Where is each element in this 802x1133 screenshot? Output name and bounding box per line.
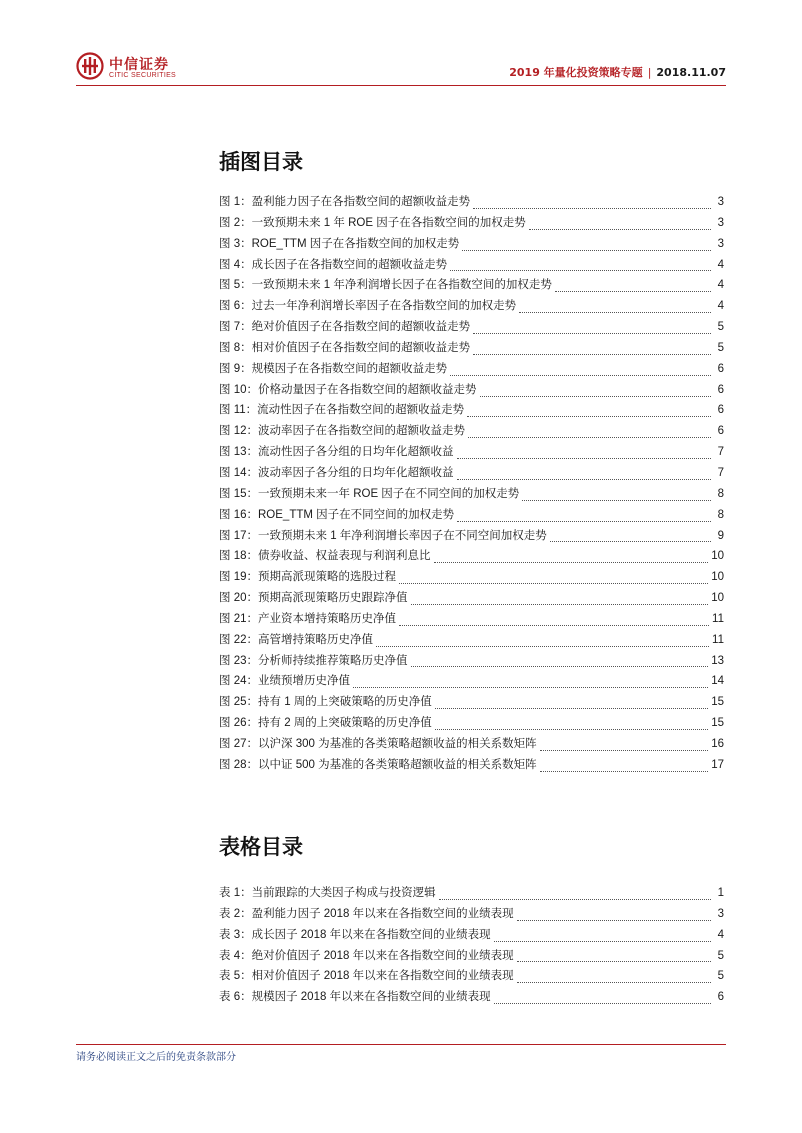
toc-leader-dots [450,270,711,271]
figure-page-number: 14 [711,675,724,688]
figure-label: 图 25： [219,696,258,709]
table-title: 规模因子 2018 年以来在各指数空间的业绩表现 [251,991,491,1004]
figure-title: 波动率因子各分组的日均年化超额收益 [258,466,454,479]
figure-toc-entry[interactable] [219,506,724,527]
figure-title: 过去一年净利润增长率因子在各指数空间的加权走势 [251,300,517,313]
figure-label: 图 17： [219,529,258,542]
figure-title: 预期高派现策略历史跟踪净值 [258,592,408,605]
figure-toc-entry[interactable] [219,631,724,652]
figure-label: 图 3： [219,237,252,250]
toc-leader-dots [411,604,709,605]
table-toc-entry[interactable] [219,947,724,968]
table-toc-entry[interactable] [219,967,724,988]
figure-toc-entry[interactable] [219,297,724,318]
figure-page-number: 10 [711,571,724,584]
figures-section-title: 插图目录 [219,150,303,174]
figure-title: 业绩预增历史净值 [258,675,350,688]
figure-toc-entry[interactable] [219,276,724,297]
figure-page-number: 4 [717,300,724,313]
toc-leader-dots [353,687,708,688]
toc-leader-dots [550,541,711,542]
figure-title: 绝对价值因子在各指数空间的超额收益走势 [251,321,471,334]
figure-title: 分析师持续推荐策略历史净值 [258,654,408,667]
toc-leader-dots [517,920,711,921]
toc-leader-dots [457,479,712,480]
figure-page-number: 3 [717,237,724,250]
figure-page-number: 6 [717,383,724,396]
logo-text-en: CITIC SECURITIES [109,72,177,79]
figure-label: 图 7： [219,321,252,334]
toc-leader-dots [411,666,709,667]
toc-leader-dots [555,291,711,292]
figure-toc-entry[interactable] [219,693,724,714]
toc-leader-dots [529,229,711,230]
figure-title: 以沪深 300 为基准的各类策略超额收益的相关系数矩阵 [258,737,537,750]
page-header [76,52,726,86]
figure-page-number: 5 [717,341,724,354]
table-title: 成长因子 2018 年以来在各指数空间的业绩表现 [251,928,491,941]
figure-label: 图 15： [219,487,258,500]
figure-toc-entry[interactable] [219,214,724,235]
figure-title: 一致预期未来一年 ROE 因子在不同空间的加权走势 [258,487,520,500]
toc-leader-dots [450,375,711,376]
figure-toc-entry[interactable] [219,360,724,381]
logo-text-cn: 中信证券 [109,57,169,73]
figure-page-number: 15 [711,717,724,730]
table-page-number: 4 [717,928,724,941]
toc-leader-dots [473,208,711,209]
figure-toc-entry[interactable] [219,589,724,610]
toc-leader-dots [434,562,709,563]
figure-label: 图 26： [219,717,258,730]
figure-label: 图 16： [219,508,258,521]
toc-leader-dots [399,583,708,584]
figure-label: 图 19： [219,571,258,584]
figure-page-number: 16 [711,737,724,750]
figure-label: 图 10： [219,383,258,396]
figure-toc-entry[interactable] [219,672,724,693]
toc-leader-dots [494,1003,711,1004]
figure-title: 价格动量因子在各指数空间的超额收益走势 [258,383,477,396]
tables-section-title: 表格目录 [219,835,303,859]
figure-title: 持有 1 周的上突破策略的历史净值 [258,696,432,709]
table-title: 相对价值因子 2018 年以来在各指数空间的业绩表现 [251,970,514,983]
figure-toc-entry[interactable] [219,422,724,443]
figure-toc-entry[interactable] [219,735,724,756]
figure-label: 图 11： [219,404,258,417]
figure-title: ROE_TTM 因子在不同空间的加权走势 [258,508,455,521]
figure-toc-entry[interactable] [219,256,724,277]
figure-title: ROE_TTM 因子在各指数空间的加权走势 [251,237,460,250]
figure-title: 债券收益、权益表现与利润利息比 [258,550,431,563]
header-separator: | [647,66,652,79]
figure-toc-entry[interactable] [219,756,724,777]
table-label: 表 2： [219,907,252,920]
figure-page-number: 9 [717,529,724,542]
toc-leader-dots [399,625,709,626]
figure-title: 规模因子在各指数空间的超额收益走势 [251,362,448,375]
toc-leader-dots [480,396,712,397]
table-page-number: 6 [717,991,724,1004]
figure-page-number: 7 [717,466,724,479]
figure-title: 成长因子在各指数空间的超额收益走势 [251,258,448,271]
figure-label: 图 18： [219,550,258,563]
figure-page-number: 4 [717,279,724,292]
figure-label: 图 13： [219,446,258,459]
toc-leader-dots [473,333,711,334]
toc-leader-dots [468,437,711,438]
figure-page-number: 15 [711,696,724,709]
figure-toc-entry[interactable] [219,318,724,339]
figure-label: 图 9： [219,362,252,375]
footer-divider [76,1044,726,1045]
figure-page-number: 10 [711,550,724,563]
table-title: 绝对价值因子 2018 年以来在各指数空间的业绩表现 [251,949,514,962]
figure-toc-entry[interactable] [219,547,724,568]
figure-title: 流动性因子在各指数空间的超额收益走势 [257,404,465,417]
figure-title: 流动性因子各分组的日均年化超额收益 [258,446,454,459]
tables-toc-list [219,884,724,1009]
figure-toc-entry[interactable] [219,381,724,402]
figure-page-number: 4 [717,258,724,271]
figure-toc-entry[interactable] [219,652,724,673]
figure-title: 预期高派现策略的选股过程 [258,571,396,584]
toc-leader-dots [457,458,712,459]
table-label: 表 3： [219,928,252,941]
toc-leader-dots [494,941,711,942]
table-page-number: 5 [717,970,724,983]
figure-page-number: 11 [712,612,724,625]
figure-page-number: 5 [717,321,724,334]
figure-toc-entry[interactable] [219,443,724,464]
citic-logo [76,52,216,86]
figure-label: 图 2： [219,216,252,229]
table-title: 当前跟踪的大类因子构成与投资逻辑 [251,887,436,899]
figure-toc-entry[interactable] [219,714,724,735]
table-label: 表 5： [219,970,252,983]
table-toc-entry[interactable] [219,905,724,926]
figures-toc-list [219,193,724,777]
figure-label: 图 6： [219,300,252,313]
table-title: 盈利能力因子 2018 年以来在各指数空间的业绩表现 [251,907,514,920]
table-page-number: 3 [717,907,724,920]
toc-leader-dots [517,982,711,983]
report-title: 2019 年量化投资策略专题 [509,66,643,79]
figure-title: 产业资本增持策略历史净值 [258,612,396,625]
figure-title: 波动率因子在各指数空间的超额收益走势 [258,425,465,438]
figure-page-number: 8 [717,487,724,500]
figure-title: 相对价值因子在各指数空间的超额收益走势 [251,341,471,354]
toc-leader-dots [439,899,711,900]
figure-page-number: 11 [712,633,724,646]
figure-title: 一致预期未来 1 年 ROE 因子在各指数空间的加权走势 [251,216,526,229]
report-date: 2018.11.07 [656,66,726,79]
table-page-number: 1 [717,887,724,899]
figure-toc-entry[interactable] [219,527,724,548]
table-toc-entry[interactable] [219,988,724,1009]
toc-leader-dots [519,312,711,313]
figure-label: 图 23： [219,654,258,667]
figure-label: 图 1： [219,196,252,208]
figure-title: 高管增持策略历史净值 [258,633,373,646]
table-page-number: 5 [717,949,724,962]
table-label: 表 6： [219,991,252,1004]
toc-leader-dots [376,646,709,647]
toc-leader-dots [473,354,711,355]
table-toc-entry[interactable] [219,884,724,905]
toc-leader-dots [522,500,711,501]
figure-page-number: 10 [711,592,724,605]
figure-toc-entry[interactable] [219,610,724,631]
header-divider [76,85,726,86]
figure-label: 图 14： [219,466,258,479]
toc-leader-dots [540,771,709,772]
table-label: 表 4： [219,949,252,962]
figure-label: 图 28： [219,758,258,771]
figure-label: 图 27： [219,737,258,750]
figure-label: 图 20： [219,592,258,605]
figure-toc-entry[interactable] [219,485,724,506]
figure-label: 图 4： [219,258,252,271]
toc-leader-dots [517,961,711,962]
header-report-info [509,64,726,80]
figure-toc-entry[interactable] [219,339,724,360]
figure-page-number: 6 [717,404,724,417]
figure-toc-entry[interactable] [219,568,724,589]
figure-toc-entry[interactable] [219,401,724,422]
figure-page-number: 8 [717,508,724,521]
figure-toc-entry[interactable] [219,235,724,256]
toc-leader-dots [435,708,708,709]
figure-title: 以中证 500 为基准的各类策略超额收益的相关系数矩阵 [258,758,537,771]
figure-page-number: 6 [717,425,724,438]
figure-toc-entry[interactable] [219,193,724,214]
figure-label: 图 24： [219,675,258,688]
toc-leader-dots [435,729,708,730]
figure-page-number: 17 [711,758,724,771]
figure-label: 图 12： [219,425,258,438]
figure-title: 持有 2 周的上突破策略的历史净值 [258,717,432,730]
figure-page-number: 3 [717,196,724,208]
toc-leader-dots [467,416,711,417]
toc-leader-dots [457,521,711,522]
figure-page-number: 6 [717,362,724,375]
figure-label: 图 21： [219,612,258,625]
figure-page-number: 3 [717,216,724,229]
figure-label: 图 8： [219,341,252,354]
figure-page-number: 13 [711,654,724,667]
figure-page-number: 7 [717,446,724,459]
footer-disclaimer: 请务必阅读正文之后的免责条款部分 [76,1052,236,1063]
figure-label: 图 22： [219,633,258,646]
toc-leader-dots [540,750,709,751]
citic-logo-icon [76,52,104,80]
toc-leader-dots [462,250,711,251]
figure-toc-entry[interactable] [219,464,724,485]
table-label: 表 1： [219,887,252,899]
figure-title: 一致预期未来 1 年净利润增长因子在各指数空间的加权走势 [251,279,552,292]
table-toc-entry[interactable] [219,926,724,947]
figure-title: 盈利能力因子在各指数空间的超额收益走势 [251,196,471,208]
figure-title: 一致预期未来 1 年净利润增长率因子在不同空间加权走势 [258,529,547,542]
figure-label: 图 5： [219,279,252,292]
